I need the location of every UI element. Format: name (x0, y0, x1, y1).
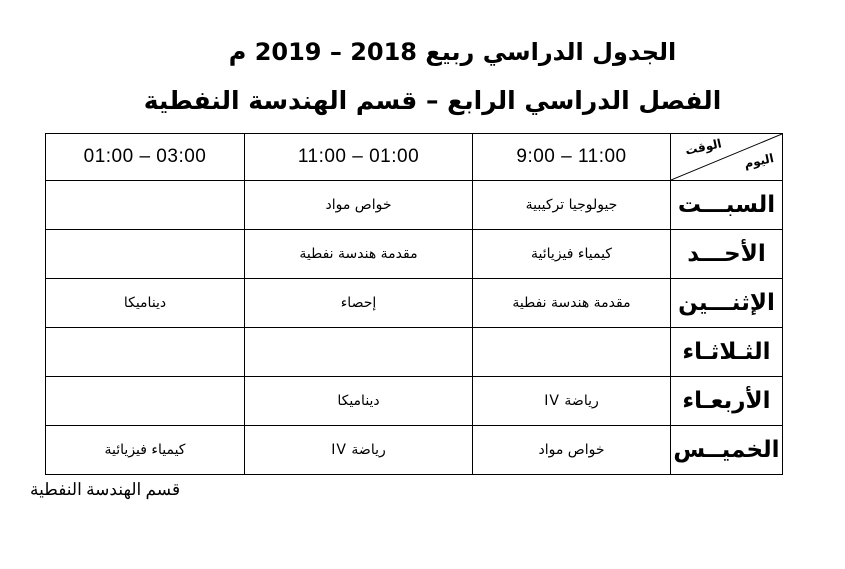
course-cell: كيمياء فيزيائية (473, 230, 671, 279)
course-cell: رياضة IV (473, 377, 671, 426)
day-label: الثـلاثـاء (671, 328, 783, 377)
time-slot-header: 01:00 – 03:00 (46, 134, 245, 181)
course-cell: خواص مواد (245, 181, 473, 230)
course-cell: خواص مواد (473, 426, 671, 475)
course-cell: رياضة IV (245, 426, 473, 475)
course-cell (473, 328, 671, 377)
table-row (46, 426, 783, 475)
time-slot-header: 9:00 – 11:00 (473, 134, 671, 181)
course-cell (46, 328, 245, 377)
course-cell: مقدمة هندسة نفطية (245, 230, 473, 279)
course-cell: مقدمة هندسة نفطية (473, 279, 671, 328)
day-label: السبـــت (671, 181, 783, 230)
corner-day-label: اليوم (743, 151, 776, 171)
course-cell: ديناميكا (245, 377, 473, 426)
footer-department: قسم الهندسة النفطية (30, 480, 181, 499)
table-row (46, 279, 783, 328)
day-label: الإثنـــين (671, 279, 783, 328)
course-cell: كيمياء فيزيائية (46, 426, 245, 475)
table-row (46, 328, 783, 377)
day-label: الأحـــد (671, 230, 783, 279)
table-row (46, 230, 783, 279)
page-subtitle: الفصل الدراسي الرابع – قسم الهندسة النفطية (143, 86, 722, 115)
table-row (46, 377, 783, 426)
time-slot-header: 11:00 – 01:00 (245, 134, 473, 181)
course-cell: جيولوجيا تركيبية (473, 181, 671, 230)
corner-time-label: الوقت (683, 136, 723, 158)
schedule-table (45, 133, 783, 475)
table-header-row (46, 134, 783, 181)
table-row (46, 181, 783, 230)
course-cell (46, 377, 245, 426)
day-label: الأربعـاء (671, 377, 783, 426)
page-title: الجدول الدراسي ربيع 2018 – 2019 م (228, 38, 677, 66)
course-cell (245, 328, 473, 377)
day-label: الخميــس (671, 426, 783, 475)
course-cell (46, 181, 245, 230)
course-cell: إحصاء (245, 279, 473, 328)
corner-cell (671, 134, 783, 181)
course-cell (46, 230, 245, 279)
course-cell: ديناميكا (46, 279, 245, 328)
